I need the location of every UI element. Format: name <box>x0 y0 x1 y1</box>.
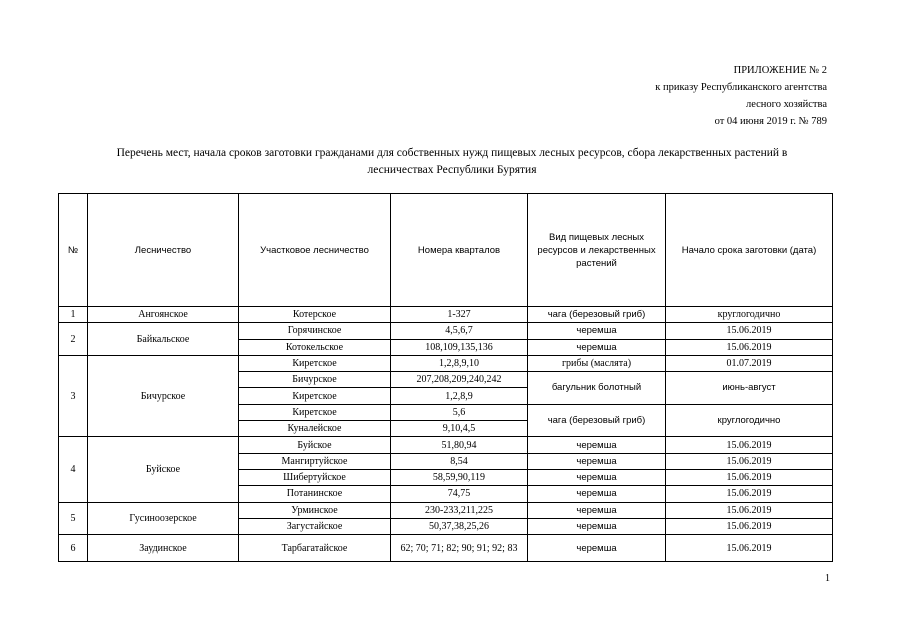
cell-start: 15.06.2019 <box>666 502 833 518</box>
cell-quarters: 5,6 <box>391 404 528 420</box>
cell-district: Загустайское <box>239 518 391 534</box>
cell-forestry: Буйское <box>88 437 239 502</box>
cell-quarters: 50,37,38,25,26 <box>391 518 528 534</box>
cell-resource: чага (березовый гриб) <box>528 404 666 437</box>
cell-num: 4 <box>59 437 88 502</box>
appendix-line-4: от 04 июня 2019 г. № 789 <box>714 116 827 127</box>
header-num: № <box>59 194 88 307</box>
cell-start: круглогодично <box>666 307 833 323</box>
header-start: Начало срока заготовки (дата) <box>666 194 833 307</box>
cell-district: Буйское <box>239 437 391 453</box>
cell-num: 2 <box>59 323 88 356</box>
table-row <box>59 535 833 562</box>
cell-resource: багульник болотный <box>528 372 666 405</box>
cell-forestry: Байкальское <box>88 323 239 356</box>
cell-num: 3 <box>59 355 88 436</box>
cell-district: Киретское <box>239 404 391 420</box>
cell-district: Шибертуйское <box>239 469 391 485</box>
cell-resource: черемша <box>528 518 666 534</box>
cell-district: Мангиртуйское <box>239 453 391 469</box>
table-row <box>59 355 833 371</box>
cell-start: 15.06.2019 <box>666 469 833 485</box>
cell-district: Котерское <box>239 307 391 323</box>
title-line-2: лесничествах Республики Бурятия <box>367 164 537 176</box>
cell-quarters: 58,59,90,119 <box>391 469 528 485</box>
cell-quarters: 74,75 <box>391 486 528 502</box>
cell-resource: черемша <box>528 323 666 339</box>
cell-num: 5 <box>59 502 88 535</box>
cell-resource: черемша <box>528 437 666 453</box>
table-row <box>59 502 833 518</box>
cell-start: июнь-август <box>666 372 833 405</box>
cell-resource: грибы (маслята) <box>528 355 666 371</box>
cell-forestry: Гусиноозерское <box>88 502 239 535</box>
table-row <box>59 307 833 323</box>
cell-district: Бичурское <box>239 372 391 388</box>
cell-district: Потанинское <box>239 486 391 502</box>
cell-forestry: Бичурское <box>88 355 239 436</box>
cell-district: Тарбагатайское <box>239 535 391 562</box>
appendix-line-2: к приказу Республиканского агентства <box>655 82 827 93</box>
header-resource: Вид пищевых лесных ресурсов и лекарственных растений <box>528 194 666 307</box>
header-forestry: Лесничество <box>88 194 239 307</box>
cell-quarters: 108,109,135,136 <box>391 339 528 355</box>
header-quarters: Номера кварталов <box>391 194 528 307</box>
table-header-row <box>59 194 833 307</box>
appendix-header <box>567 62 827 130</box>
cell-resource: черемша <box>528 469 666 485</box>
cell-resource: черемша <box>528 453 666 469</box>
cell-quarters: 1-327 <box>391 307 528 323</box>
cell-quarters: 1,2,8,9 <box>391 388 528 404</box>
document-title <box>62 145 842 179</box>
cell-quarters: 9,10,4,5 <box>391 421 528 437</box>
appendix-line-1: ПРИЛОЖЕНИЕ № 2 <box>733 65 827 76</box>
cell-quarters: 1,2,8,9,10 <box>391 355 528 371</box>
page-number: 1 <box>825 573 830 584</box>
cell-start: 01.07.2019 <box>666 355 833 371</box>
cell-resource: чага (березовый гриб) <box>528 307 666 323</box>
table-row <box>59 437 833 453</box>
cell-district: Киретское <box>239 388 391 404</box>
cell-district: Котокельское <box>239 339 391 355</box>
cell-quarters: 4,5,6,7 <box>391 323 528 339</box>
cell-start: 15.06.2019 <box>666 518 833 534</box>
resources-table <box>58 193 833 562</box>
cell-district: Горячинское <box>239 323 391 339</box>
cell-quarters: 8,54 <box>391 453 528 469</box>
cell-start: 15.06.2019 <box>666 535 833 562</box>
cell-resource: черемша <box>528 486 666 502</box>
cell-start: 15.06.2019 <box>666 453 833 469</box>
cell-start: 15.06.2019 <box>666 437 833 453</box>
cell-resource: черемша <box>528 535 666 562</box>
cell-quarters: 51,80,94 <box>391 437 528 453</box>
cell-quarters: 230-233,211,225 <box>391 502 528 518</box>
appendix-line-3: лесного хозяйства <box>745 99 827 110</box>
cell-resource: черемша <box>528 502 666 518</box>
header-district: Участковое лесничество <box>239 194 391 307</box>
cell-district: Киретское <box>239 355 391 371</box>
cell-start: 15.06.2019 <box>666 486 833 502</box>
cell-district: Урминское <box>239 502 391 518</box>
cell-quarters: 62; 70; 71; 82; 90; 91; 92; 83 <box>391 535 528 562</box>
cell-start: круглогодично <box>666 404 833 437</box>
title-line-1: Перечень мест, начала сроков заготовки гражданами для собственных нужд пищевых лесных ресурсов, сбора лекарственных растений в <box>116 147 788 159</box>
cell-district: Куналейское <box>239 421 391 437</box>
cell-resource: черемша <box>528 339 666 355</box>
cell-forestry: Заудинское <box>88 535 239 562</box>
cell-num: 6 <box>59 535 88 562</box>
cell-start: 15.06.2019 <box>666 323 833 339</box>
cell-start: 15.06.2019 <box>666 339 833 355</box>
table-row <box>59 323 833 339</box>
cell-forestry: Ангоянское <box>88 307 239 323</box>
cell-num: 1 <box>59 307 88 323</box>
cell-quarters: 207,208,209,240,242 <box>391 372 528 388</box>
